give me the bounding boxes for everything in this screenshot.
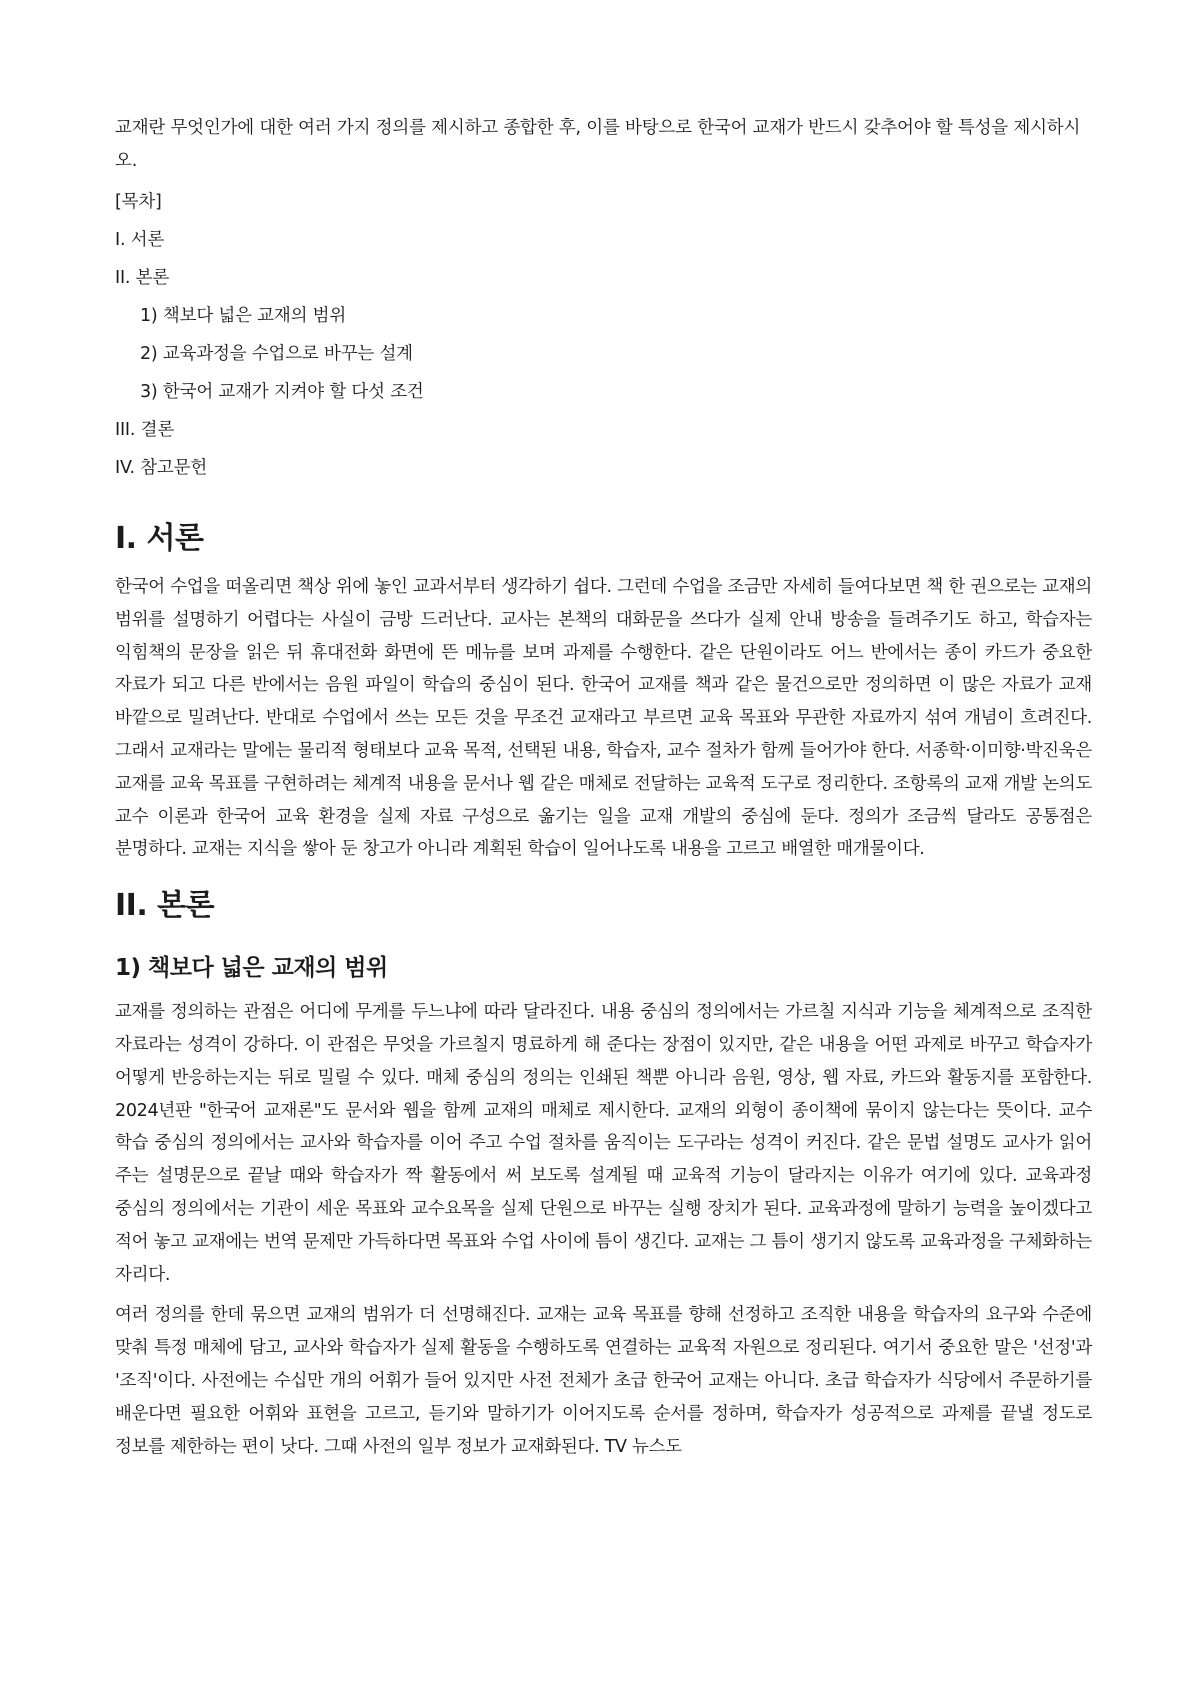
- toc-item-references: IV. 참고문헌: [115, 458, 208, 478]
- toc-item-body-2: 2) 교육과정을 수업으로 바꾸는 설계: [140, 344, 413, 364]
- toc-item-body-1: 1) 책보다 넓은 교재의 범위: [140, 306, 347, 326]
- intro-paragraph: 한국어 수업을 떠올리면 책상 위에 놓인 교과서부터 생각하기 쉽다. 그런데 수업을 조금만 자세히 들여다보면 책 한 권으로는 교재의 범위를 설명하기 어렵다는 사실이 금방 드러난다. 교사는 본책의 대화문을 쓰다가 실제 안내 방송을 들려주기도 하고, 학습자는 익힘책의 문장을 읽은 뒤 휴대전화 화면에 뜬 메뉴를 보며 과제를 수행한다. 같은 단원이라도 어느 반에서는 종이 카드가 중요한 자료가 되고 다른 반에서는 음원 파일이 학습의 중심이 된다. 한국어 교재를 책과 같은 물건으로만 정의하면 이 많은 자료가 교재 바깥으로 밀려난다. 반대로 수업에서 쓰는 모든 것을 무조건 교재라고 부르면 교육 목표와 무관한 자료까지 섞여 개념이 흐려진다. 그래서 교재라는 말에는 물리적 형태보다 교육 목적, 선택된 내용, 학습자, 교수 절차가 함께 들어가야 한다. 서종학·이미향·박진욱은 교재를 교육 목표를 구현하려는 체계적 내용을 문서나 웹 같은 매체로 전달하는 교육적 도구로 정리한다. 조항록의 교재 개발 논의도 교수 이론과 한국어 교육 환경을 실제 자료 구성으로 옮기는 일을 교재 개발의 중심에 둔다. 정의가 조금씩 달라도 공통점은 분명하다. 교재는 지식을 쌓아 둔 창고가 아니라 계획된 학습이 일어나도록 내용을 고르고 배열한 매개물이다.: [115, 577, 1092, 860]
- subsection-1-paragraph-2: 여러 정의를 한데 묶으면 교재의 범위가 더 선명해진다. 교재는 교육 목표를 향해 선정하고 조직한 내용을 학습자의 요구와 수준에 맞춰 특정 매체에 담고, 교사와 학습자가 실제 활동을 수행하도록 연결하는 교육적 자원으로 정리된다. 여기서 중요한 말은 '선정'과 '조직'이다. 사전에는 수십만 개의 어휘가 들어 있지만 사전 전체가 초급 한국어 교재는 아니다. 초급 학습자가 식당에서 주문하기를 배운다면 필요한 어휘와 표현을 고르고, 듣기와 말하기가 이어지도록 순서를 정하며, 학습자가 성공적으로 과제를 끝낼 정도로 정보를 제한하는 편이 낫다. 그때 사전의 일부 정보가 교재화된다. TV 뉴스도: [115, 1305, 1092, 1457]
- subsection-title-1: 1) 책보다 넓은 교재의 범위: [115, 955, 388, 982]
- table-of-contents: [115, 190, 1092, 481]
- subsection-1-paragraph-1: 교재를 정의하는 관점은 어디에 무게를 두느냐에 따라 달라진다. 내용 중심의 정의에서는 가르칠 지식과 기능을 체계적으로 조직한 자료라는 성격이 강하다. 이 관점은 무엇을 가르칠지 명료하게 해 준다는 장점이 있지만, 같은 내용을 어떤 과제로 바꾸고 학습자가 어떻게 반응하는지는 뒤로 밀릴 수 있다. 매체 중심의 정의는 인쇄된 책뿐 아니라 음원, 영상, 웹 자료, 카드와 활동지를 포함한다. 2024년판 "한국어 교재론"도 문서와 웹을 함께 교재의 매체로 제시한다. 교재의 외형이 종이책에 묶이지 않는다는 뜻이다. 교수 학습 중심의 정의에서는 교사와 학습자를 이어 주고 수업 절차를 움직이는 도구라는 성격이 커진다. 같은 문법 설명도 교사가 읽어 주는 설명문으로 끝날 때와 학습자가 짝 활동에서 써 보도록 설계될 때 교육적 기능이 달라지는 이유가 여기에 있다. 교육과정 중심의 정의에서는 기관이 세운 목표와 교수요목을 실제 단원으로 바꾸는 실행 장치가 된다. 교육과정에 말하기 능력을 높이겠다고 적어 놓고 교재에는 번역 문제만 가득하다면 목표와 수업 사이에 틈이 생긴다. 교재는 그 틈이 생기지 않도록 교육과정을 구체화하는 자리다.: [115, 1002, 1092, 1285]
- toc-item-body-3: 3) 한국어 교재가 지켜야 할 다섯 조건: [140, 382, 424, 402]
- toc-item-body: II. 본론: [115, 268, 170, 288]
- section-title-intro: I. 서론: [115, 521, 204, 556]
- section-title-body: II. 본론: [115, 888, 215, 924]
- assignment-prompt: 교재란 무엇인가에 대한 여러 가지 정의를 제시하고 종합한 후, 이를 바탕으로 한국어 교재가 반드시 갖추어야 할 특성을 제시하시오.: [115, 118, 1081, 171]
- toc-item-conclusion: III. 결론: [115, 420, 175, 440]
- toc-heading: [목차]: [115, 192, 162, 212]
- toc-item-intro: I. 서론: [115, 230, 165, 250]
